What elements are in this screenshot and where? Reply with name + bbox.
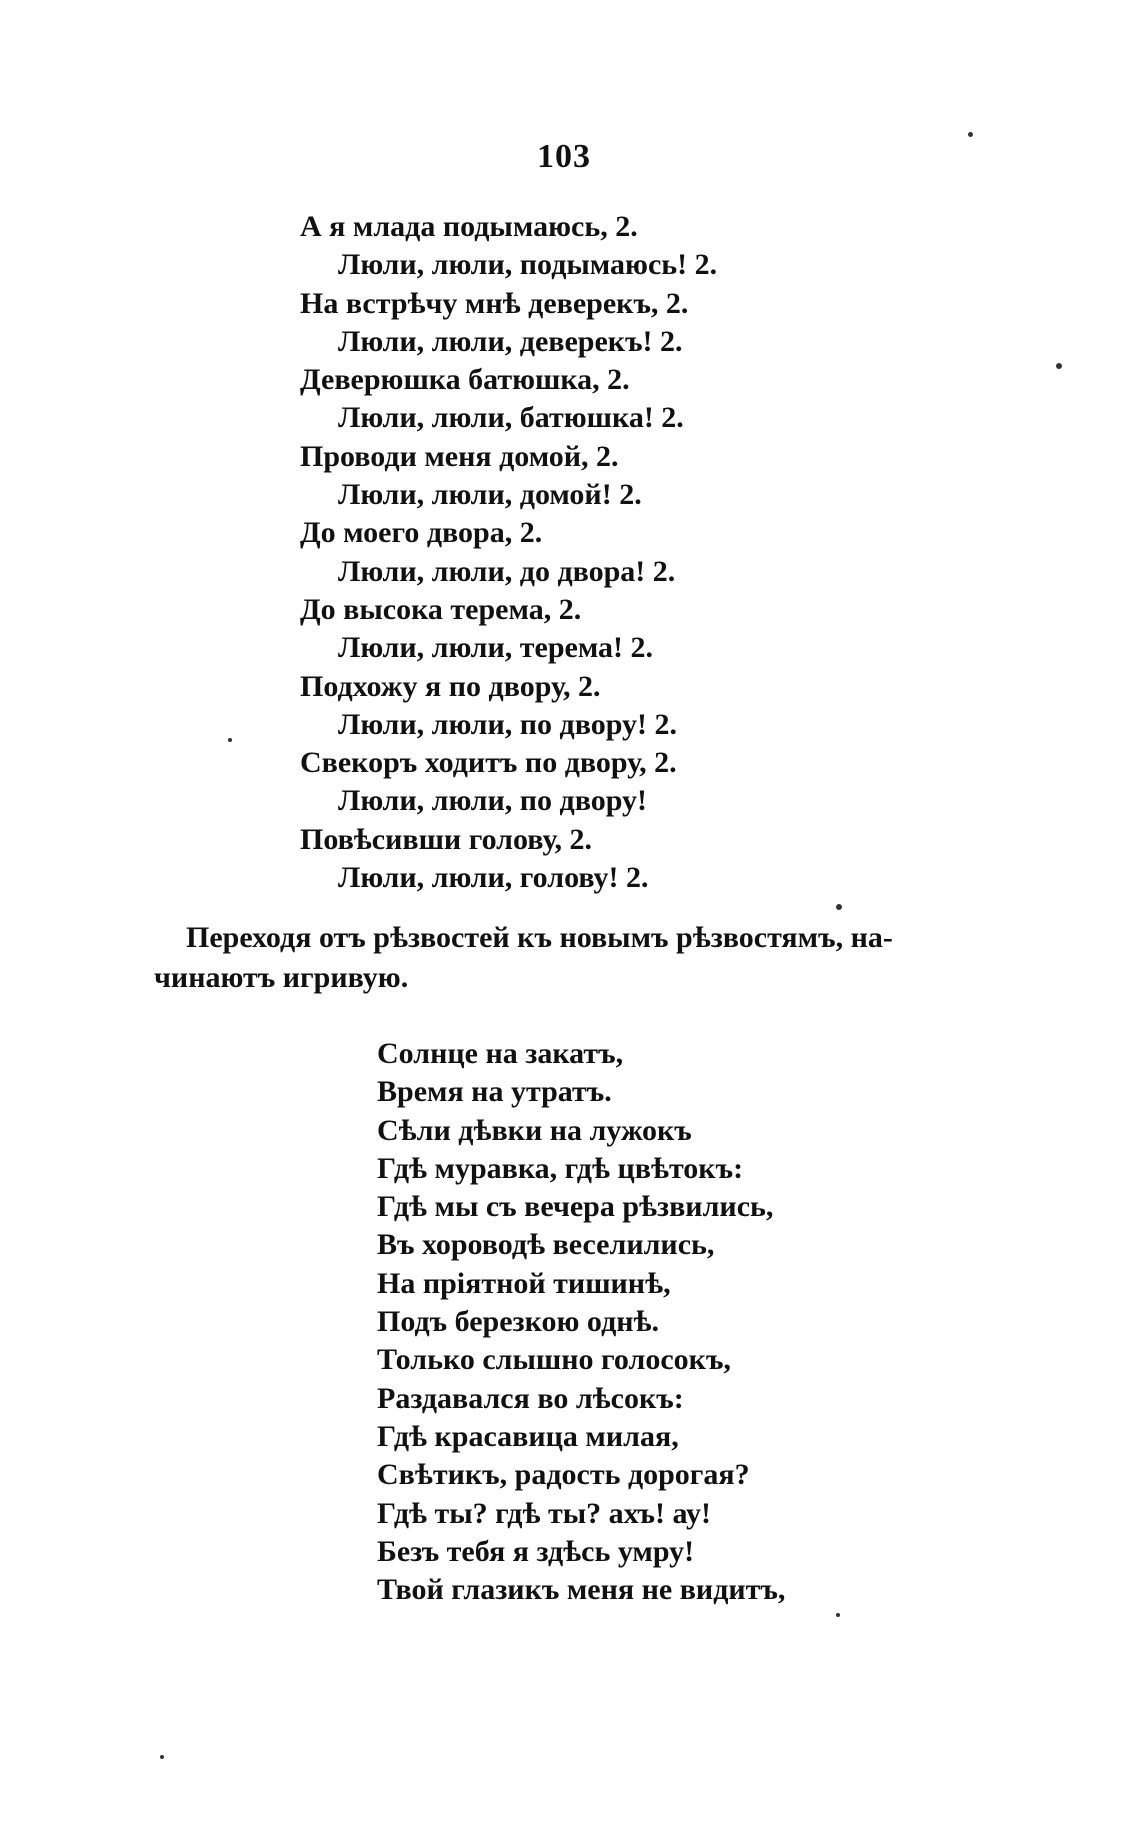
verse-line: Подъ березкою однѣ. bbox=[377, 1305, 660, 1339]
verse-line: Гдѣ мы съ вечера рѣзвились, bbox=[377, 1190, 774, 1224]
verse-line: Въ хороводѣ веселились, bbox=[377, 1228, 715, 1262]
verse-line: Повѣсивши голову, 2. bbox=[300, 822, 592, 856]
refrain-line: Люли, люли, голову! 2. bbox=[338, 861, 649, 895]
verse-line: Только слышно голосокъ, bbox=[377, 1343, 731, 1377]
verse-line: Сѣли дѣвки на лужокъ bbox=[377, 1113, 692, 1147]
verse-line: Безъ тебя я здѣсь умру! bbox=[377, 1534, 695, 1568]
verse-line: Гдѣ муравка, гдѣ цвѣтокъ: bbox=[377, 1151, 744, 1185]
prose-paragraph bbox=[154, 918, 994, 998]
prose-line-2: чинаютъ игривую. bbox=[154, 961, 409, 994]
verse-line: Гдѣ ты? гдѣ ты? ахъ! ау! bbox=[377, 1496, 711, 1530]
refrain-line: Люли, люли, по двору! bbox=[338, 784, 648, 818]
verse-line: До моего двора, 2. bbox=[300, 516, 543, 550]
verse-line: Гдѣ красавица милая, bbox=[377, 1419, 679, 1453]
verse-line: На пріятной тишинѣ, bbox=[377, 1266, 671, 1300]
print-speck bbox=[160, 1755, 164, 1759]
refrain-line: Люли, люли, терема! 2. bbox=[338, 631, 654, 665]
print-speck bbox=[968, 132, 973, 137]
refrain-line: Люли, люли, по двору! 2. bbox=[338, 707, 678, 741]
print-speck bbox=[228, 738, 232, 742]
refrain-line: Люли, люли, деверекъ! 2. bbox=[338, 324, 683, 358]
refrain-line: Люли, люли, до двора! 2. bbox=[338, 554, 676, 588]
verse-line: Свекоръ ходитъ по двору, 2. bbox=[300, 746, 677, 780]
verse-line: Раздавался во лѣсокъ: bbox=[377, 1381, 684, 1415]
verse-line: Твой глазикъ меня не видитъ, bbox=[377, 1573, 786, 1607]
verse-line: Деверюшка батюшка, 2. bbox=[300, 363, 630, 397]
verse-line: На встрѣчу мнѣ деверекъ, 2. bbox=[300, 286, 689, 320]
verse-line: Подхожу я по двору, 2. bbox=[300, 669, 601, 703]
print-speck bbox=[1056, 363, 1062, 369]
refrain-line: Люли, люли, домой! 2. bbox=[338, 478, 642, 512]
print-speck bbox=[836, 904, 842, 910]
verse-line: А я млада подымаюсь, 2. bbox=[300, 210, 638, 243]
verse-line: Солнце на закатъ, bbox=[377, 1037, 624, 1070]
song-stanza-2 bbox=[377, 1035, 785, 1609]
refrain-line: Люли, люли, батюшка! 2. bbox=[338, 401, 684, 435]
verse-line: Время на утратъ. bbox=[377, 1075, 612, 1109]
verse-line: До высока терема, 2. bbox=[300, 592, 582, 626]
prose-line-1: Переходя отъ рѣзвостей къ новымъ рѣзвостямъ, на- bbox=[186, 921, 893, 954]
print-speck bbox=[836, 1613, 840, 1617]
verse-line: Проводи меня домой, 2. bbox=[300, 439, 619, 473]
song-stanza-1 bbox=[300, 208, 717, 897]
refrain-line: Люли, люли, подымаюсь! 2. bbox=[338, 248, 718, 282]
verse-line: Свѣтикъ, радость дорогая? bbox=[377, 1458, 750, 1492]
page-number: 103 bbox=[537, 138, 591, 175]
